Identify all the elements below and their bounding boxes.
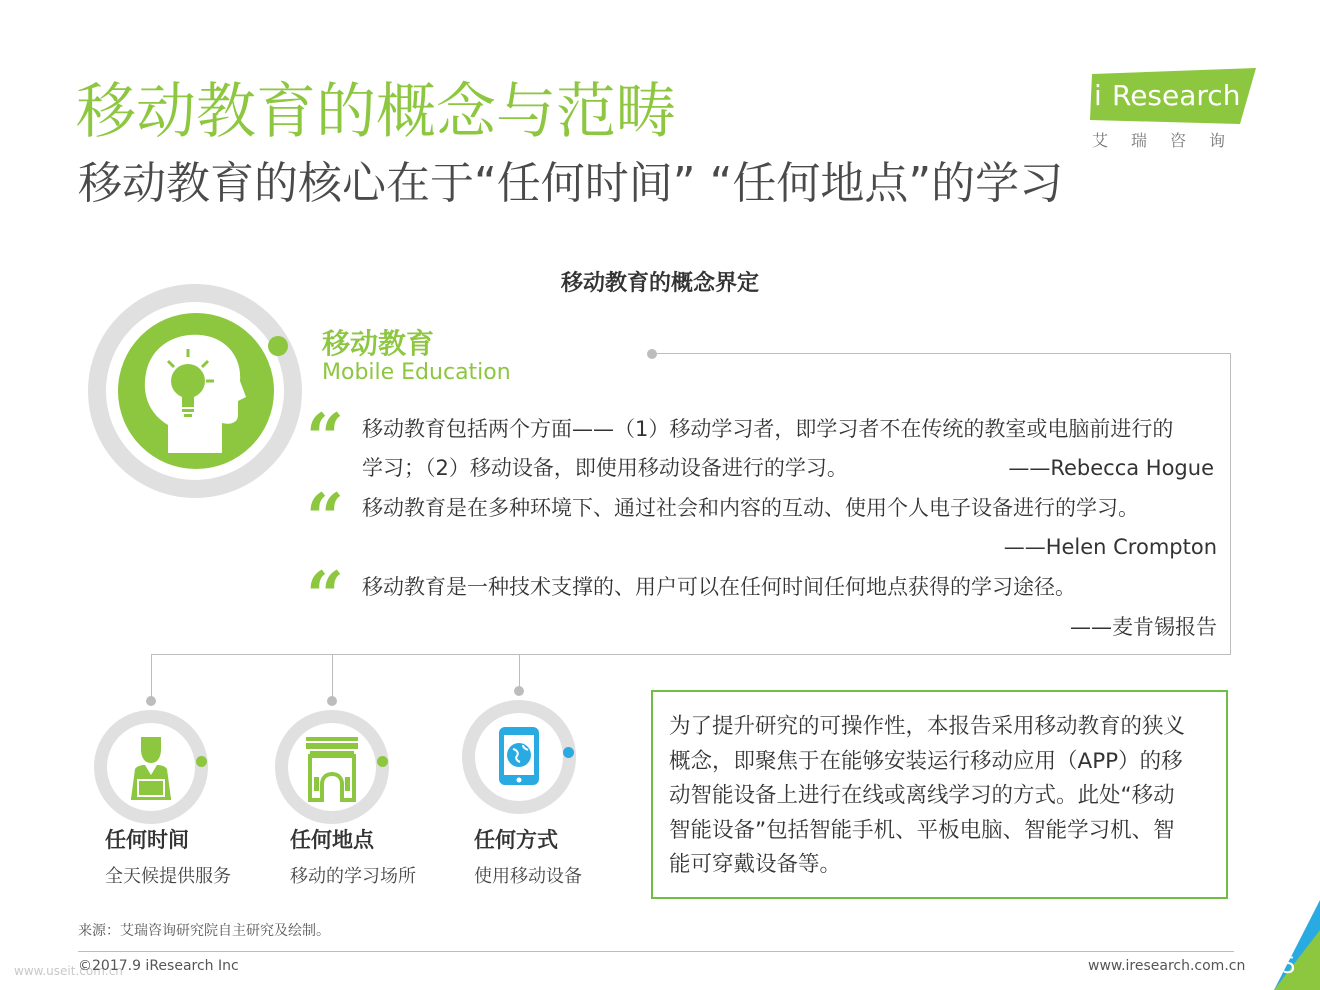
feature-1-title: 任何时间 bbox=[105, 828, 189, 852]
quote-1-line-1: 移动教育包括两个方面——（1）移动学习者，即学习者不在传统的教室或电脑前进行的 bbox=[362, 417, 1174, 441]
note-line-2: 概念，即聚焦于在能够安装运行移动应用（APP）的移 bbox=[669, 748, 1183, 774]
note-line-1: 为了提升研究的可操作性，本报告采用移动教育的狭义 bbox=[669, 714, 1186, 739]
quote-3-author: ——麦肯锡报告 bbox=[1070, 615, 1217, 639]
head-lightbulb-icon bbox=[118, 313, 274, 469]
feature-3-dot bbox=[563, 747, 574, 758]
arch-landmark-icon bbox=[288, 723, 376, 811]
concept-dot bbox=[268, 336, 288, 356]
source-note: 来源：艾瑞咨询研究院自主研究及绘制。 bbox=[78, 923, 330, 939]
frame-right-line bbox=[1230, 353, 1231, 654]
feature-1-desc: 全天候提供服务 bbox=[105, 866, 231, 887]
feature-2-dot bbox=[377, 756, 388, 767]
frame-anchor-dot bbox=[647, 349, 657, 359]
note-line-4: 智能设备”包括智能手机、平板电脑、智能学习机、智 bbox=[669, 817, 1175, 843]
quote-1-author: ——Rebecca Hogue bbox=[1008, 456, 1214, 480]
feature-1-ring bbox=[94, 710, 208, 824]
frame-bottom-line bbox=[151, 654, 1231, 655]
quote-mark-icon: “ bbox=[306, 557, 344, 635]
quote-3-line-1: 移动教育是一种技术支撑的、用户可以在任何时间任何地点获得的学习途径。 bbox=[362, 575, 1076, 599]
connector-line-3 bbox=[519, 654, 520, 688]
mobile-globe-icon bbox=[475, 713, 563, 801]
feature-3-ring bbox=[462, 700, 576, 814]
connector-dot-3 bbox=[514, 686, 524, 696]
logo-i: i bbox=[1094, 79, 1102, 112]
iresearch-logo bbox=[1090, 68, 1260, 152]
page-title: 移动教育的概念与范畴 bbox=[76, 77, 676, 147]
note-line-3: 动智能设备上进行在线或离线学习的方式。此处“移动 bbox=[669, 783, 1175, 808]
concept-circle bbox=[118, 313, 274, 469]
quote-1-line-2: 学习；（2）移动设备，即使用移动设备进行的学习。 bbox=[362, 456, 848, 480]
connector-line-1 bbox=[151, 654, 152, 700]
logo-chinese: 艾瑞咨询 bbox=[1092, 131, 1249, 150]
quote-mark-icon: “ bbox=[306, 399, 344, 477]
feature-2-title: 任何地点 bbox=[290, 828, 374, 852]
quote-2-line-1: 移动教育是在多种环境下、通过社会和内容的互动、使用个人电子设备进行的学习。 bbox=[362, 496, 1139, 520]
footer-divider bbox=[78, 951, 1234, 952]
copyright: ©2017.9 iResearch Inc bbox=[78, 958, 239, 974]
concept-title-en: Mobile Education bbox=[322, 360, 511, 385]
quote-2-author: ——Helen Crompton bbox=[1003, 535, 1217, 559]
concept-title-cn: 移动教育 bbox=[322, 327, 435, 360]
note-line-5: 能可穿戴设备等。 bbox=[669, 852, 842, 877]
page-subtitle: 移动教育的核心在于“任何时间” “任何地点”的学习 bbox=[78, 158, 1064, 209]
person-laptop-icon bbox=[107, 723, 195, 811]
frame-top-line bbox=[652, 353, 1231, 354]
watermark: www.useit.com.cn bbox=[14, 964, 123, 978]
section-title: 移动教育的概念界定 bbox=[560, 271, 759, 296]
website-link[interactable]: www.iresearch.com.cn bbox=[1088, 958, 1246, 974]
page-number: 5 bbox=[1282, 954, 1296, 979]
feature-1-dot bbox=[196, 756, 207, 767]
feature-2-ring bbox=[275, 710, 389, 824]
note-box bbox=[651, 690, 1228, 899]
feature-3-title: 任何方式 bbox=[474, 828, 558, 852]
connector-line-2 bbox=[332, 654, 333, 700]
feature-3-desc: 使用移动设备 bbox=[474, 866, 582, 887]
logo-brand: Research bbox=[1112, 79, 1241, 112]
feature-2-desc: 移动的学习场所 bbox=[290, 866, 416, 887]
connector-dot-1 bbox=[146, 696, 156, 706]
quote-mark-icon: “ bbox=[306, 479, 344, 557]
connector-dot-2 bbox=[327, 696, 337, 706]
